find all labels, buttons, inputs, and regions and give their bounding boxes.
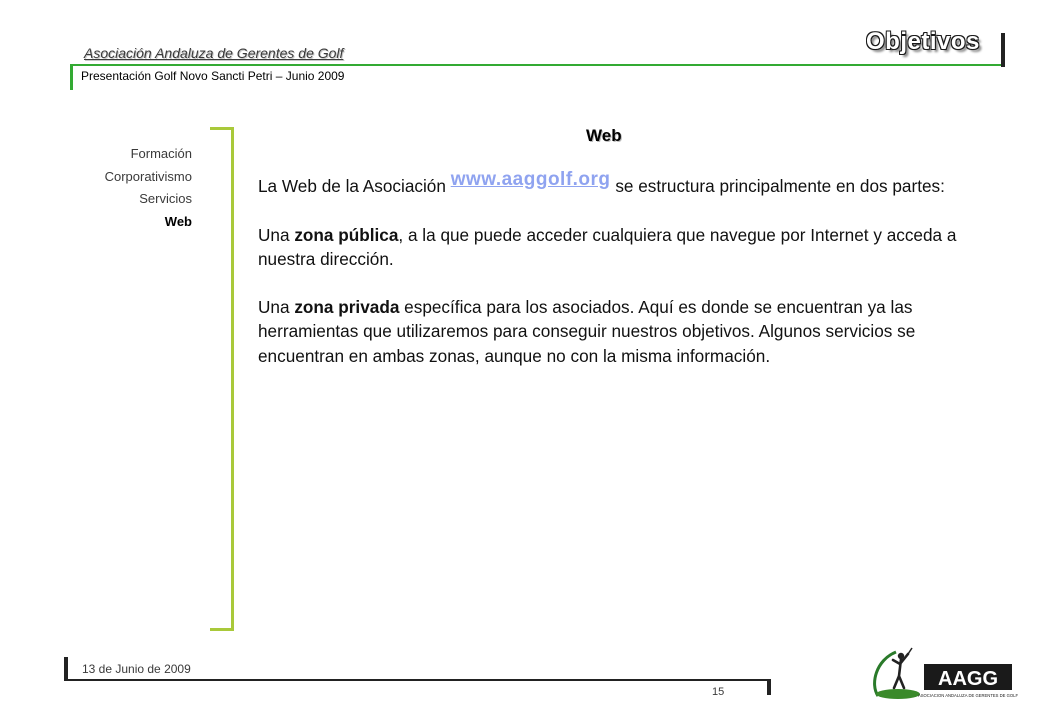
section-title: Web bbox=[586, 126, 622, 145]
private-text-start: Una bbox=[258, 296, 295, 317]
organization-name: Asociación Andaluza de Gerentes de Golf bbox=[84, 45, 344, 61]
header-divider bbox=[70, 64, 1004, 66]
golfer-icon bbox=[875, 648, 920, 699]
footer-date: 13 de Junio de 2009 bbox=[82, 662, 191, 676]
paragraph-public-zone bbox=[258, 223, 978, 272]
page-number: 15 bbox=[712, 686, 725, 698]
intro-text-start: La Web de la Asociación bbox=[258, 176, 451, 196]
private-text-end: específica para los asociados. Aquí es donde se encuentran ya las herramientas que utilizaremos para conseguir nuestros objetivos. Algunos servicios se encuentran en ambas zonas, aunque no con la misma información. bbox=[258, 296, 916, 366]
footer-end-tick bbox=[767, 679, 771, 695]
paragraph-intro bbox=[258, 169, 978, 200]
nav-item-corporativismo[interactable]: Corporativismo bbox=[104, 168, 192, 184]
nav-item-web[interactable]: Web bbox=[164, 213, 192, 229]
footer-divider bbox=[64, 679, 770, 681]
public-zone-term: zona pública bbox=[294, 224, 399, 245]
aagg-logo bbox=[868, 644, 1018, 706]
footer-accent-bar bbox=[64, 657, 68, 681]
nav-item-servicios[interactable]: Servicios bbox=[139, 191, 192, 206]
nav-bracket bbox=[210, 127, 234, 631]
paragraph-private-zone bbox=[258, 295, 978, 369]
presentation-subtitle: Presentación Golf Novo Sancti Petri – Junio 2009 bbox=[81, 69, 345, 83]
website-link[interactable]: www.aaggolf.org bbox=[450, 169, 611, 190]
title-accent-bar bbox=[1001, 33, 1005, 67]
public-text-end: , a la que puede acceder cualquiera que navegue por Internet y acceda a nuestra dirección. bbox=[258, 224, 957, 269]
header-accent-bar bbox=[70, 64, 73, 90]
public-text-start: Una bbox=[258, 224, 295, 245]
content-body bbox=[258, 169, 978, 391]
page-title: Objetivos bbox=[866, 28, 980, 55]
private-zone-term: zona privada bbox=[294, 296, 400, 317]
section-nav bbox=[105, 143, 192, 233]
intro-text-end: se estructura principalmente en dos partes: bbox=[610, 176, 945, 196]
nav-item-formacion[interactable]: Formación bbox=[130, 146, 192, 161]
logo-tagline: ASOCIACION ANDALUZA DE GERENTES DE GOLF bbox=[917, 693, 1018, 698]
logo-wordmark: AAGG bbox=[938, 668, 998, 690]
